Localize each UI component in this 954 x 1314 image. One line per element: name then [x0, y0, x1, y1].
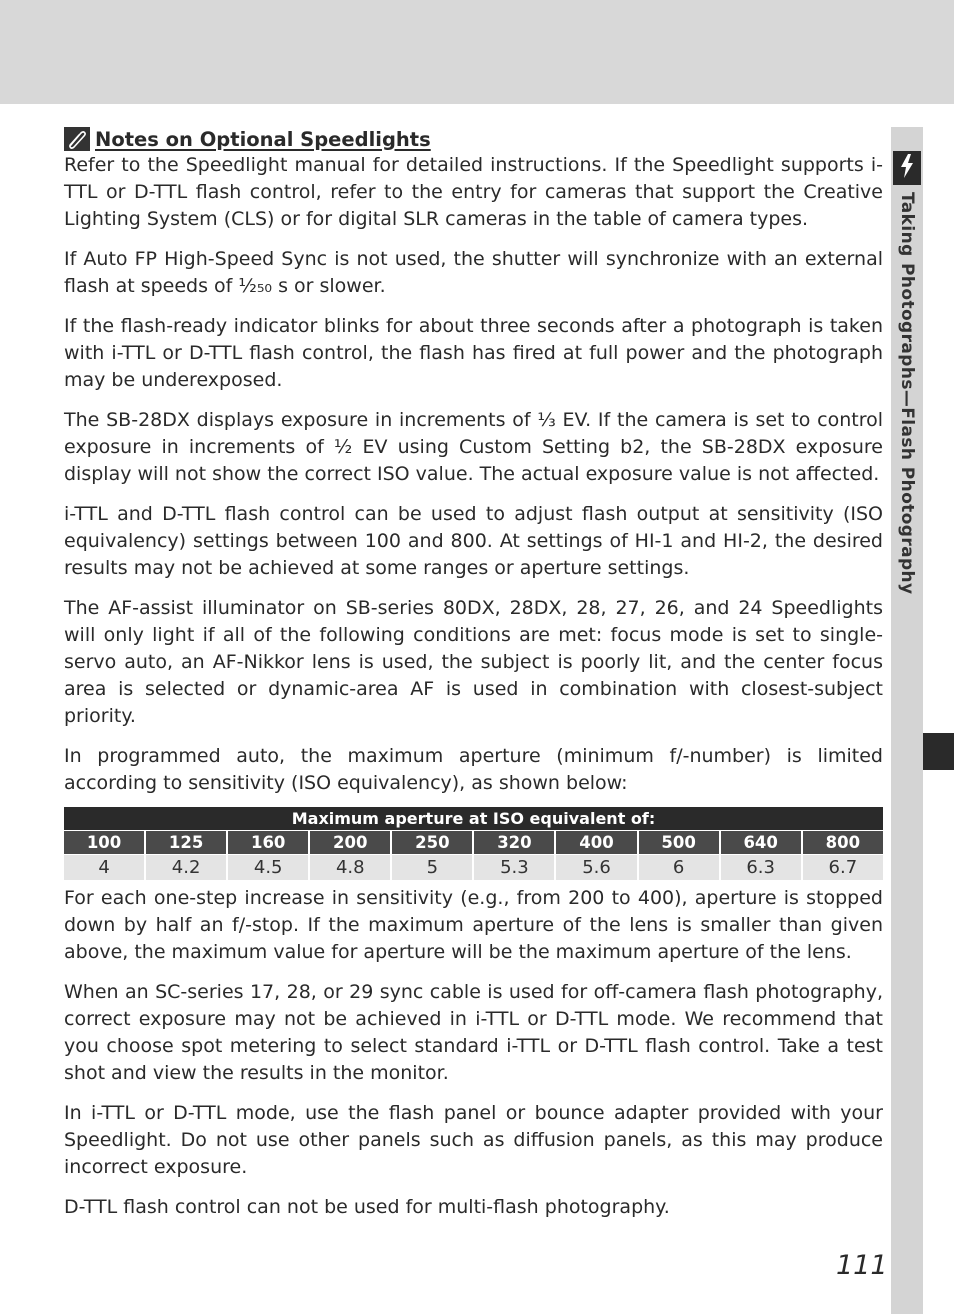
section-marker [923, 733, 954, 770]
paragraph-sb28dx: The SB-28DX displays exposure in increments of ⅓ EV. If the camera is set to control exposure in increments of ½ EV using Custom Setting b2, the SB-28DX exposure display will not show the correct ISO value. The actual exposure value is not affected. [64, 409, 883, 485]
paragraph-sync-cable: When an SC-series 17, 28, or 29 sync cable is used for off-camera flash photography, correct exposure may not be achieved in i-TTL or D-TTL mode. We recommend that you choose spot metering to select standard i-TTL or D-TTL flash control. Take a test shot and view the results in the monitor. [64, 981, 883, 1084]
iso-cell: 800 [803, 831, 883, 854]
paragraph-fp-sync: If Auto FP High-Speed Sync is not used, the shutter will synchronize with an external flash at speeds of ¹⁄₂₅₀ s or slower. [64, 248, 883, 297]
chapter-title: Taking Photographs—Flash Photography [897, 192, 917, 595]
aperture-cell: 6 [639, 855, 719, 880]
paragraph-flash-panel: In i-TTL or D-TTL mode, use the flash panel or bounce adapter provided with your Speedlight. Do not use other panels such as diffusion panels, as this may produce incorrect exposure. [64, 1102, 883, 1178]
pencil-note-icon [64, 127, 90, 151]
iso-cell: 500 [639, 831, 719, 854]
note-title: Notes on Optional Speedlights [95, 127, 431, 151]
lightning-bolt-icon [899, 153, 915, 183]
aperture-cell: 5 [392, 855, 472, 880]
aperture-cell: 4.8 [310, 855, 390, 880]
aperture-cell: 6.3 [721, 855, 801, 880]
iso-cell: 200 [310, 831, 390, 854]
aperture-cell: 4.5 [228, 855, 308, 880]
header-band [0, 0, 954, 104]
aperture-cell: 4 [64, 855, 144, 880]
iso-cell: 100 [64, 831, 144, 854]
iso-row [64, 831, 883, 854]
iso-cell: 250 [392, 831, 472, 854]
page-content [64, 126, 883, 1234]
iso-cell: 125 [146, 831, 226, 854]
iso-cell: 640 [721, 831, 801, 854]
iso-cell: 320 [474, 831, 554, 854]
aperture-cell: 4.2 [146, 855, 226, 880]
paragraph-af-assist: The AF-assist illuminator on SB-series 80DX, 28DX, 28, 27, 26, and 24 Speedlights will only light if all of the following conditions are met: focus mode is set to single-servo auto, an AF-Nikkor lens is used, the subject is poorly lit, and the center focus area is selected or dynamic-area AF is used in combination with closest-subject priority. [64, 597, 883, 727]
iso-cell: 160 [228, 831, 308, 854]
chapter-icon-box [893, 151, 921, 185]
table-caption: Maximum aperture at ISO equivalent of: [64, 807, 883, 830]
paragraph-multi-flash: D-TTL flash control can not be used for multi-flash photography. [64, 1196, 670, 1218]
aperture-table [62, 806, 885, 881]
paragraph-speedlight-manual: Refer to the Speedlight manual for detailed instructions. If the Speedlight supports i-TTL or D-TTL flash control, refer to the entry for cameras that support the Creative Lighting System (CLS) or for digital SLR cameras in the table of camera types. [64, 154, 883, 230]
note-header [64, 126, 883, 152]
aperture-cell: 5.6 [556, 855, 636, 880]
aperture-row [64, 855, 883, 880]
aperture-cell: 6.7 [803, 855, 883, 880]
paragraph-ittl-dttl: i-TTL and D-TTL flash control can be used to adjust flash output at sensitivity (ISO equivalency) settings between 100 and 800. At settings of HI-1 and HI-2, the desired results may not be achieved at some ranges or aperture settings. [64, 503, 883, 579]
paragraph-one-step: For each one-step increase in sensitivity (e.g., from 200 to 400), aperture is stopped down by half an f/-stop. If the maximum aperture of the lens is smaller than given above, the maximum value for aperture will be the maximum aperture of the lens. [64, 887, 883, 963]
iso-cell: 400 [556, 831, 636, 854]
paragraph-flash-ready: If the flash-ready indicator blinks for about three seconds after a photograph is taken with i-TTL or D-TTL flash control, the flash has fired at full power and the photograph may be underexposed. [64, 315, 883, 391]
paragraph-programmed-auto: In programmed auto, the maximum aperture (minimum f/-number) is limited according to sensitivity (ISO equivalency), as shown below: [64, 745, 883, 794]
aperture-cell: 5.3 [474, 855, 554, 880]
page-number: 111 [836, 1250, 888, 1281]
